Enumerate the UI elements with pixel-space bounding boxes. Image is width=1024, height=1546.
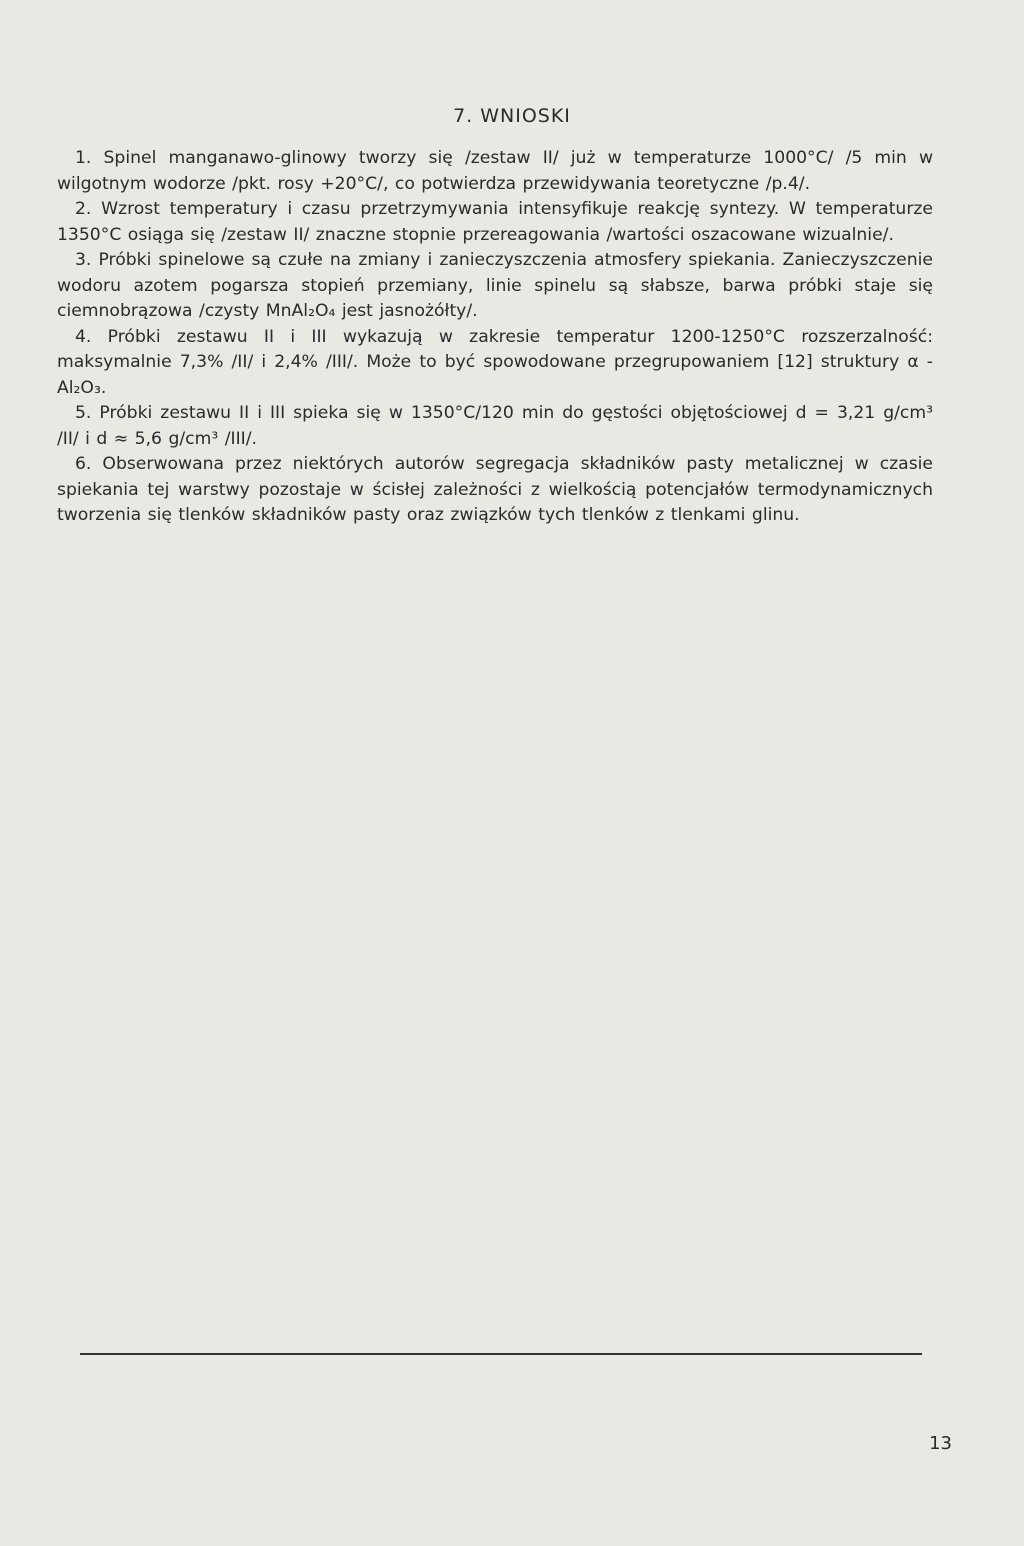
page-number: 13	[929, 1433, 952, 1454]
conclusion-item: 4. Próbki zestawu II i III wykazują w zakresie temperatur 1200-1250°C rozszerzalność: maksymalnie 7,3% /II/ i 2,4% /III/. Może to być spowodowane przegrupowaniem [12] struktury α - Al₂O₃.	[57, 326, 933, 398]
conclusion-item: 3. Próbki spinelowe są czułe na zmiany i zanieczyszczenia atmosfery spiekania. Zanieczyszczenie wodoru azotem pogarsza stopień przemiany, linie spinelu są słabsze, barwa próbki staje się ciemnobrązowa /czysty MnAl₂O₄ jest jasnożółty/.	[57, 250, 933, 321]
conclusion-item: 5. Próbki zestawu II i III spieka się w 1350°C/120 min do gęstości objętościowej d = 3,21 g/cm³ /II/ i d ≈ 5,6 g/cm³ /III/.	[57, 403, 933, 449]
footer-divider	[80, 1353, 922, 1355]
section-title: 7. WNIOSKI	[453, 105, 571, 127]
conclusions-list	[57, 146, 933, 529]
conclusion-item: 2. Wzrost temperatury i czasu przetrzymywania intensyfikuje reakcję syntezy. W temperaturze 1350°C osiąga się /zestaw II/ znaczne stopnie przereagowania /wartości oszacowane wizualnie/.	[57, 199, 933, 245]
conclusion-item: 6. Obserwowana przez niektórych autorów segregacja składników pasty metalicznej w czasie spiekania tej warstwy pozostaje w ścisłej zależności z wielkością potencjałów termodynamicznych tworzenia się tlenków składników pasty oraz związków tych tlenków z tlenkami glinu.	[57, 454, 933, 525]
conclusion-item: 1. Spinel manganawo-glinowy tworzy się /zestaw II/ już w temperaturze 1000°C/ /5 min w wilgotnym wodorze /pkt. rosy +20°C/, co potwierdza przewidywania teoretyczne /p.4/.	[57, 148, 933, 194]
